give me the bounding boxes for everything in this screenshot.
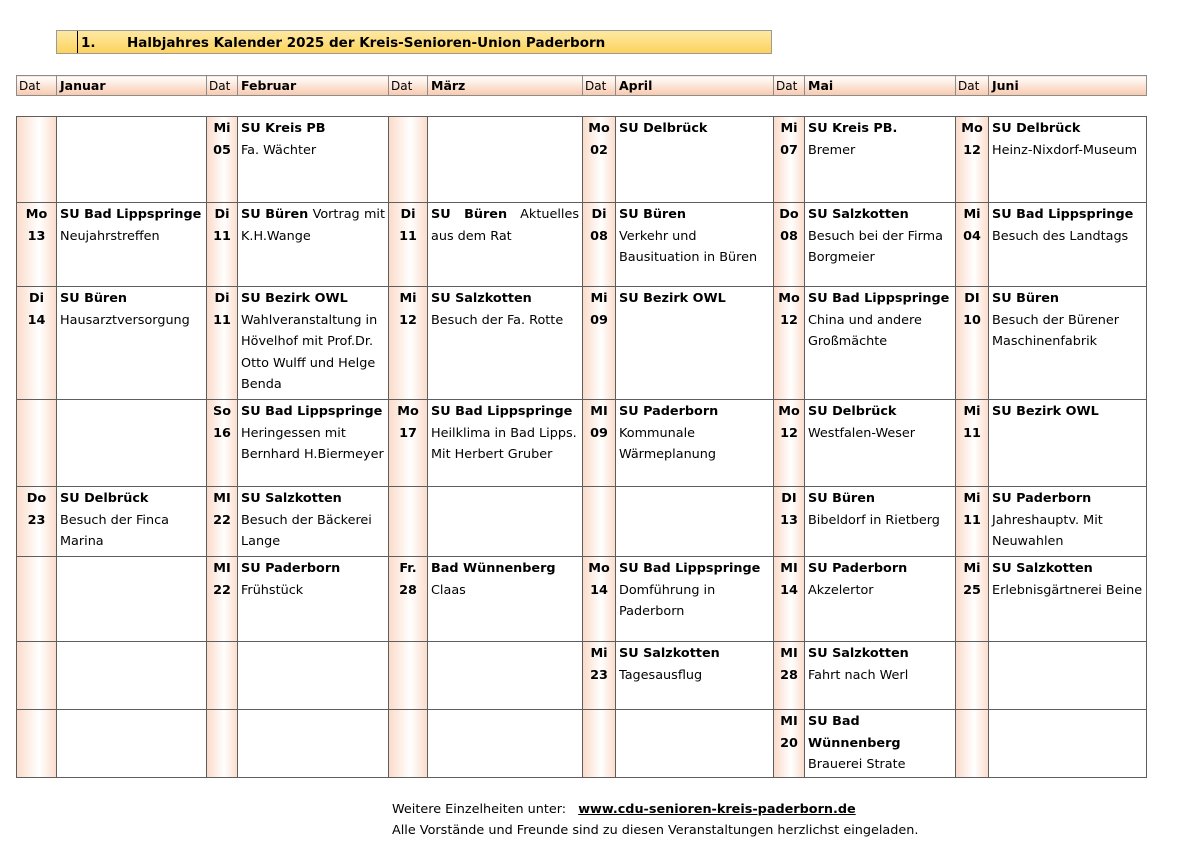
event-description: Besuch bei der Firma Borgmeier bbox=[808, 228, 943, 265]
title-number: 1. bbox=[81, 35, 96, 51]
event-organizer: SU Büren bbox=[619, 207, 687, 222]
event-organizer: SU Kreis PB bbox=[241, 121, 326, 136]
weekday: Mo bbox=[397, 404, 419, 419]
event-organizer: SU Bezirk OWL bbox=[992, 404, 1099, 419]
event-cell bbox=[238, 117, 389, 203]
event-description: Verkehr und Bausituation in Büren bbox=[619, 228, 758, 265]
date-cell bbox=[583, 287, 616, 400]
event-cell bbox=[989, 487, 1147, 557]
event-cell bbox=[805, 487, 956, 557]
event-description: Erlebnisgärtnerei Beine bbox=[992, 582, 1143, 598]
day-number: 14 bbox=[27, 312, 46, 328]
event-cell bbox=[616, 642, 774, 710]
calendar-row bbox=[17, 287, 1147, 400]
date-cell bbox=[207, 203, 238, 287]
date-cell bbox=[956, 400, 989, 487]
event-organizer: SU Delbrück bbox=[808, 404, 897, 419]
date-cell bbox=[207, 710, 238, 778]
event-cell bbox=[57, 642, 207, 710]
day-number: 12 bbox=[399, 312, 417, 328]
date-cell bbox=[17, 487, 57, 557]
event-description: Hausarztversorgung bbox=[60, 312, 190, 328]
day-number: 11 bbox=[399, 228, 417, 244]
header-month: Mai bbox=[805, 76, 956, 96]
date-cell bbox=[17, 117, 57, 203]
event-description: Kommunale Wärmeplanung bbox=[619, 425, 717, 462]
weekday: Do bbox=[779, 207, 799, 222]
event-organizer: SU Salzkotten bbox=[431, 291, 532, 306]
footer-line-2 bbox=[392, 823, 918, 838]
weekday: MI bbox=[780, 561, 798, 576]
event-cell bbox=[238, 642, 389, 710]
day-number: 23 bbox=[590, 667, 608, 683]
date-cell bbox=[17, 400, 57, 487]
event-cell bbox=[428, 557, 583, 642]
day-number: 11 bbox=[963, 425, 981, 441]
date-cell bbox=[956, 117, 989, 203]
day-number: 08 bbox=[780, 228, 798, 244]
day-number: 13 bbox=[27, 228, 46, 244]
event-cell bbox=[428, 710, 583, 778]
header-month: Februar bbox=[238, 76, 389, 96]
event-organizer: SU Bad Lippspringe bbox=[241, 404, 383, 419]
weekday: Mi bbox=[590, 291, 608, 306]
calendar-row bbox=[17, 400, 1147, 487]
date-cell bbox=[774, 710, 805, 778]
weekday: DI bbox=[964, 291, 980, 306]
weekday: DI bbox=[781, 491, 797, 506]
date-cell bbox=[774, 557, 805, 642]
event-cell bbox=[238, 203, 389, 287]
date-cell bbox=[389, 287, 428, 400]
weekday: Mi bbox=[963, 207, 981, 222]
event-organizer: SU Bezirk OWL bbox=[619, 291, 726, 306]
date-cell bbox=[17, 710, 57, 778]
day-number: 17 bbox=[399, 425, 417, 441]
date-cell bbox=[389, 487, 428, 557]
event-cell bbox=[805, 117, 956, 203]
event-description: Vortrag mit K.H.Wange bbox=[241, 207, 386, 244]
header-month: Juni bbox=[989, 76, 1147, 96]
header-month: April bbox=[616, 76, 774, 96]
event-description: Jahreshauptv. Mit Neuwahlen bbox=[992, 512, 1103, 549]
event-organizer: SU Bad Lippspringe bbox=[619, 561, 761, 576]
event-description: Besuch der Bäckerei Lange bbox=[241, 512, 372, 549]
calendar-row bbox=[17, 642, 1147, 710]
event-organizer: SU Paderborn bbox=[619, 404, 719, 419]
event-cell bbox=[238, 710, 389, 778]
event-description: Neujahrstreffen bbox=[60, 228, 160, 244]
event-cell bbox=[616, 557, 774, 642]
event-organizer: SU Büren bbox=[808, 491, 876, 506]
event-description: Wahlveranstaltung in Hövelhof mit Prof.Dr. Otto Wulff und Helge Benda bbox=[241, 312, 378, 392]
event-cell bbox=[238, 287, 389, 400]
footer-line-1 bbox=[392, 802, 856, 817]
event-cell bbox=[805, 203, 956, 287]
weekday: Mi bbox=[780, 121, 798, 136]
date-cell bbox=[17, 287, 57, 400]
date-cell bbox=[207, 400, 238, 487]
event-cell bbox=[238, 400, 389, 487]
weekday: MI bbox=[780, 646, 798, 661]
event-cell bbox=[805, 400, 956, 487]
event-cell bbox=[57, 487, 207, 557]
weekday: Fr. bbox=[399, 561, 417, 576]
weekday: Mo bbox=[778, 291, 800, 306]
footer-prefix: Weitere Einzelheiten unter: bbox=[392, 802, 567, 817]
date-cell bbox=[207, 287, 238, 400]
event-description: Tagesausflug bbox=[619, 667, 703, 683]
date-cell bbox=[956, 287, 989, 400]
event-description: Frühstück bbox=[241, 582, 304, 598]
event-cell bbox=[616, 710, 774, 778]
date-cell bbox=[389, 117, 428, 203]
weekday: Di bbox=[214, 291, 230, 306]
date-cell bbox=[389, 400, 428, 487]
event-cell bbox=[428, 642, 583, 710]
date-cell bbox=[207, 487, 238, 557]
event-organizer: SU Paderborn bbox=[241, 561, 341, 576]
date-cell bbox=[956, 203, 989, 287]
calendar-grid bbox=[16, 116, 1147, 778]
event-cell bbox=[238, 557, 389, 642]
event-cell bbox=[989, 287, 1147, 400]
header-dat: Dat bbox=[583, 76, 616, 96]
event-cell bbox=[57, 557, 207, 642]
weekday: Mo bbox=[588, 561, 610, 576]
day-number: 22 bbox=[213, 512, 231, 528]
calendar-row bbox=[17, 557, 1147, 642]
event-organizer: SU Büren bbox=[431, 207, 508, 222]
event-organizer: SU Bad Lippspringe bbox=[431, 404, 573, 419]
event-organizer: SU Bad Lippspringe bbox=[808, 291, 950, 306]
event-cell bbox=[428, 117, 583, 203]
day-number: 09 bbox=[590, 425, 608, 441]
weekday: Di bbox=[591, 207, 607, 222]
date-cell bbox=[774, 203, 805, 287]
event-description: Besuch der Fa. Rotte bbox=[431, 312, 564, 328]
header-dat: Dat bbox=[774, 76, 805, 96]
event-organizer: SU Paderborn bbox=[992, 491, 1092, 506]
weekday: Mi bbox=[963, 561, 981, 576]
date-cell bbox=[774, 400, 805, 487]
day-number: 16 bbox=[213, 425, 231, 441]
event-organizer: SU Bad Lippspringe bbox=[60, 207, 202, 222]
event-description: Heilklima in Bad Lipps. Mit Herbert Gruber bbox=[431, 425, 577, 462]
day-number: 09 bbox=[590, 312, 608, 328]
calendar-row bbox=[17, 487, 1147, 557]
event-description: Heinz-Nixdorf-Museum bbox=[992, 142, 1138, 158]
event-organizer: SU Delbrück bbox=[619, 121, 708, 136]
event-description: China und andere Großmächte bbox=[808, 312, 922, 349]
footer-invitation: Alle Vorstände und Freunde sind zu diesen Veranstaltungen herzlichst eingeladen. bbox=[392, 823, 919, 838]
weekday: Mi bbox=[963, 491, 981, 506]
weekday: Di bbox=[400, 207, 416, 222]
weekday: MI bbox=[590, 404, 608, 419]
day-number: 23 bbox=[27, 512, 46, 528]
date-cell bbox=[207, 117, 238, 203]
calendar-row bbox=[17, 710, 1147, 778]
event-description: Besuch der Finca Marina bbox=[60, 512, 169, 549]
day-number: 12 bbox=[780, 312, 798, 328]
header-dat: Dat bbox=[17, 76, 57, 96]
event-organizer: SU Büren bbox=[992, 291, 1060, 306]
event-cell bbox=[805, 287, 956, 400]
event-cell bbox=[57, 287, 207, 400]
event-cell bbox=[616, 117, 774, 203]
event-cell bbox=[989, 710, 1147, 778]
event-description: Westfalen-Weser bbox=[808, 425, 916, 441]
event-organizer: SU Büren bbox=[241, 207, 309, 222]
event-cell bbox=[428, 287, 583, 400]
date-cell bbox=[774, 487, 805, 557]
date-cell bbox=[17, 557, 57, 642]
date-cell bbox=[956, 487, 989, 557]
day-number: 02 bbox=[590, 142, 608, 158]
header-dat: Dat bbox=[389, 76, 428, 96]
day-number: 14 bbox=[780, 582, 798, 598]
event-cell bbox=[428, 487, 583, 557]
event-description: Bremer bbox=[808, 142, 856, 158]
event-cell bbox=[616, 287, 774, 400]
event-organizer: SU Delbrück bbox=[992, 121, 1081, 136]
event-organizer: SU Salzkotten bbox=[992, 561, 1093, 576]
day-number: 08 bbox=[590, 228, 608, 244]
event-organizer: SU Büren bbox=[60, 291, 128, 306]
website-link[interactable]: www.cdu-senioren-kreis-paderborn.de bbox=[578, 802, 856, 817]
date-cell bbox=[774, 642, 805, 710]
event-description: Heringessen mit Bernhard H.Biermeyer bbox=[241, 425, 384, 462]
event-organizer: SU Delbrück bbox=[60, 491, 149, 506]
weekday: Mo bbox=[25, 207, 48, 222]
day-number: 11 bbox=[213, 228, 231, 244]
date-cell bbox=[207, 642, 238, 710]
event-organizer: SU Bad Lippspringe bbox=[992, 207, 1134, 222]
date-cell bbox=[956, 557, 989, 642]
event-description: Bibeldorf in Rietberg bbox=[808, 512, 940, 528]
day-number: 13 bbox=[780, 512, 798, 528]
date-cell bbox=[583, 487, 616, 557]
event-cell bbox=[989, 117, 1147, 203]
event-cell bbox=[805, 557, 956, 642]
day-number: 07 bbox=[780, 142, 798, 158]
event-description: Brauerei Strate bbox=[808, 757, 906, 772]
date-cell bbox=[583, 557, 616, 642]
event-description: Fa. Wächter bbox=[241, 142, 317, 158]
weekday: Mi bbox=[590, 646, 608, 661]
event-cell bbox=[57, 203, 207, 287]
event-cell bbox=[428, 203, 583, 287]
day-number: 25 bbox=[963, 582, 981, 598]
event-organizer: SU Salzkotten bbox=[241, 491, 342, 506]
event-description: Domführung in Paderborn bbox=[619, 582, 716, 619]
event-cell bbox=[805, 710, 956, 778]
date-cell bbox=[583, 710, 616, 778]
weekday: MI bbox=[213, 491, 231, 506]
date-cell bbox=[583, 117, 616, 203]
event-organizer: SU Kreis PB. bbox=[808, 121, 898, 136]
event-organizer: SU Paderborn bbox=[808, 561, 908, 576]
calendar-row bbox=[17, 203, 1147, 287]
day-number: 11 bbox=[963, 512, 981, 528]
event-organizer: SU Salzkotten bbox=[808, 646, 909, 661]
header-month: März bbox=[428, 76, 583, 96]
date-cell bbox=[389, 557, 428, 642]
date-cell bbox=[583, 642, 616, 710]
weekday: Do bbox=[26, 491, 47, 506]
date-cell bbox=[583, 400, 616, 487]
weekday: Mi bbox=[399, 291, 417, 306]
event-organizer: SU Bad Wünnenberg bbox=[808, 714, 901, 751]
event-cell bbox=[989, 203, 1147, 287]
event-cell bbox=[989, 557, 1147, 642]
event-description: Akzelertor bbox=[808, 582, 874, 598]
date-cell bbox=[774, 287, 805, 400]
day-number: 10 bbox=[963, 312, 981, 328]
weekday: Mo bbox=[778, 404, 800, 419]
event-cell bbox=[238, 487, 389, 557]
weekday: MI bbox=[213, 561, 231, 576]
event-cell bbox=[805, 642, 956, 710]
event-cell bbox=[57, 400, 207, 487]
date-cell bbox=[583, 203, 616, 287]
date-cell bbox=[389, 203, 428, 287]
day-number: 20 bbox=[780, 735, 798, 751]
day-number: 22 bbox=[213, 582, 231, 598]
calendar-row bbox=[17, 117, 1147, 203]
event-organizer: SU Bezirk OWL bbox=[241, 291, 348, 306]
event-cell bbox=[989, 400, 1147, 487]
weekday: MI bbox=[780, 714, 798, 729]
day-number: 14 bbox=[590, 582, 608, 598]
page-title: Halbjahres Kalender 2025 der Kreis-Senioren-Union Paderborn bbox=[127, 35, 606, 51]
date-cell bbox=[389, 710, 428, 778]
day-number: 28 bbox=[399, 582, 417, 598]
weekday: Di bbox=[214, 207, 230, 222]
date-cell bbox=[17, 203, 57, 287]
event-organizer: Bad Wünnenberg bbox=[431, 561, 556, 576]
calendar-title-box bbox=[56, 30, 772, 54]
event-cell bbox=[428, 400, 583, 487]
day-number: 12 bbox=[963, 142, 981, 158]
event-description: Aktuelles aus dem Rat bbox=[431, 207, 579, 244]
event-organizer: SU Salzkotten bbox=[619, 646, 720, 661]
event-organizer: SU Salzkotten bbox=[808, 207, 909, 222]
event-description: Besuch der Bürener Maschinenfabrik bbox=[992, 312, 1119, 349]
header-dat: Dat bbox=[207, 76, 238, 96]
event-cell bbox=[616, 487, 774, 557]
weekday: Mi bbox=[963, 404, 981, 419]
date-cell bbox=[774, 117, 805, 203]
event-cell bbox=[57, 710, 207, 778]
weekday: Mo bbox=[961, 121, 983, 136]
event-cell bbox=[616, 400, 774, 487]
date-cell bbox=[389, 642, 428, 710]
calendar-header bbox=[16, 75, 1147, 96]
weekday: Mi bbox=[213, 121, 231, 136]
weekday: Mo bbox=[588, 121, 610, 136]
event-description: Fahrt nach Werl bbox=[808, 667, 909, 683]
event-cell bbox=[57, 117, 207, 203]
day-number: 28 bbox=[780, 667, 798, 683]
day-number: 05 bbox=[213, 142, 231, 158]
cursor-bar bbox=[77, 31, 78, 53]
event-description: Claas bbox=[431, 582, 466, 598]
day-number: 11 bbox=[213, 312, 231, 328]
day-number: 04 bbox=[963, 228, 981, 244]
event-cell bbox=[989, 642, 1147, 710]
date-cell bbox=[207, 557, 238, 642]
event-description: Besuch des Landtags bbox=[992, 228, 1129, 244]
date-cell bbox=[17, 642, 57, 710]
weekday: So bbox=[212, 404, 231, 419]
weekday: Di bbox=[28, 291, 44, 306]
day-number: 12 bbox=[780, 425, 798, 441]
header-dat: Dat bbox=[956, 76, 989, 96]
event-cell bbox=[616, 203, 774, 287]
header-month: Januar bbox=[57, 76, 207, 96]
date-cell bbox=[956, 710, 989, 778]
date-cell bbox=[956, 642, 989, 710]
